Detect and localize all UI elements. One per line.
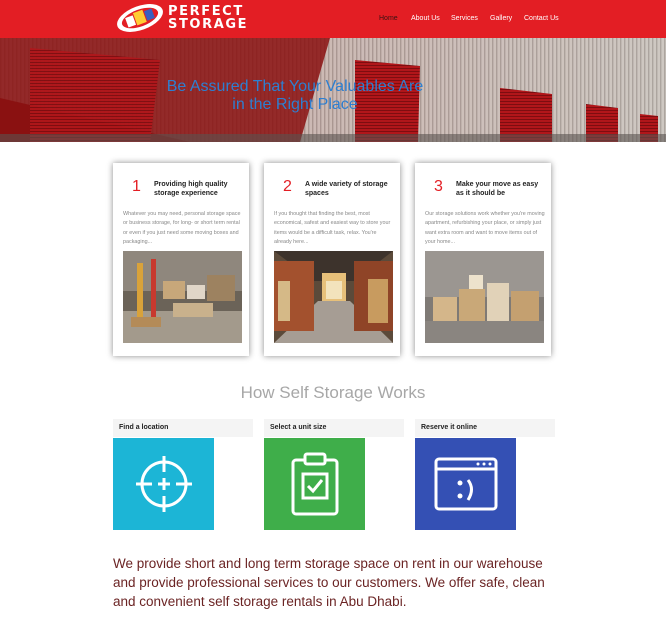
hero-title-line2: in the Right Place [232,96,358,113]
feature-photo-warehouse-aisle [274,251,393,343]
step-find-location[interactable] [113,438,214,530]
hero-title-line1: Be Assured That Your Valuables Are [166,78,424,95]
crosshair-icon [132,452,196,516]
intro-paragraph: We provide short and long term storage space on rent in our warehouse and provide professional services to our customers. We offer safe, clean and convenient self storage rentals in Abu Dhabi. [113,556,545,609]
feature-number: 1 [132,178,141,195]
browser-window-icon [433,456,499,512]
logo-text-line2: STORAGE [168,17,249,32]
clipboard-check-icon [287,450,343,518]
feature-title: Make your move as easy as it should be [456,181,539,197]
feature-description: Whatever you may need, personal storage space or business storage, for long- or short term rental or even if you just need some moving boxes and packaging... [123,211,241,245]
nav-gallery[interactable]: Gallery [490,15,513,22]
feature-description: Our storage solutions work whether you're moving apartment, refurbishing your place, or simply just want extra room and want to move items out of your home... [425,211,545,245]
step-select-unit-size[interactable] [264,438,365,530]
feature-card-3[interactable] [415,163,551,356]
feature-title: A wide variety of storage spaces [305,181,388,197]
feature-title: Providing high quality storage experience [154,181,228,197]
nav-contact-us[interactable]: Contact Us [524,15,559,22]
feature-photo-boxes [425,251,544,343]
step-label-reserve-online: Reserve it online [415,419,555,437]
feature-card-2[interactable] [264,163,400,356]
step-reserve-online[interactable] [415,438,516,530]
hero-banner [0,38,666,142]
feature-card-1[interactable] [113,163,249,356]
nav-about-us[interactable]: About Us [411,15,440,22]
logo-badge-icon [113,2,167,35]
logo-text [168,5,248,31]
nav-services[interactable]: Services [451,15,478,22]
step-label-find-location: Find a location [113,419,253,437]
feature-description: If you thought that finding the best, most economical, safest and easiest way to store your items would be a difficult task, relax. You're already here... [274,211,391,245]
nav-home[interactable]: Home [379,15,398,22]
hero-title [0,78,590,114]
feature-number: 3 [434,178,443,195]
logo-text-line1: PERFECT [168,4,244,19]
step-label-select-unit-size: Select a unit size [264,419,404,437]
how-it-works-title: How Self Storage Works [240,383,426,402]
site-header [0,0,666,38]
feature-number: 2 [283,178,292,195]
feature-photo-storage-room [123,251,242,343]
site-logo[interactable] [113,2,249,35]
